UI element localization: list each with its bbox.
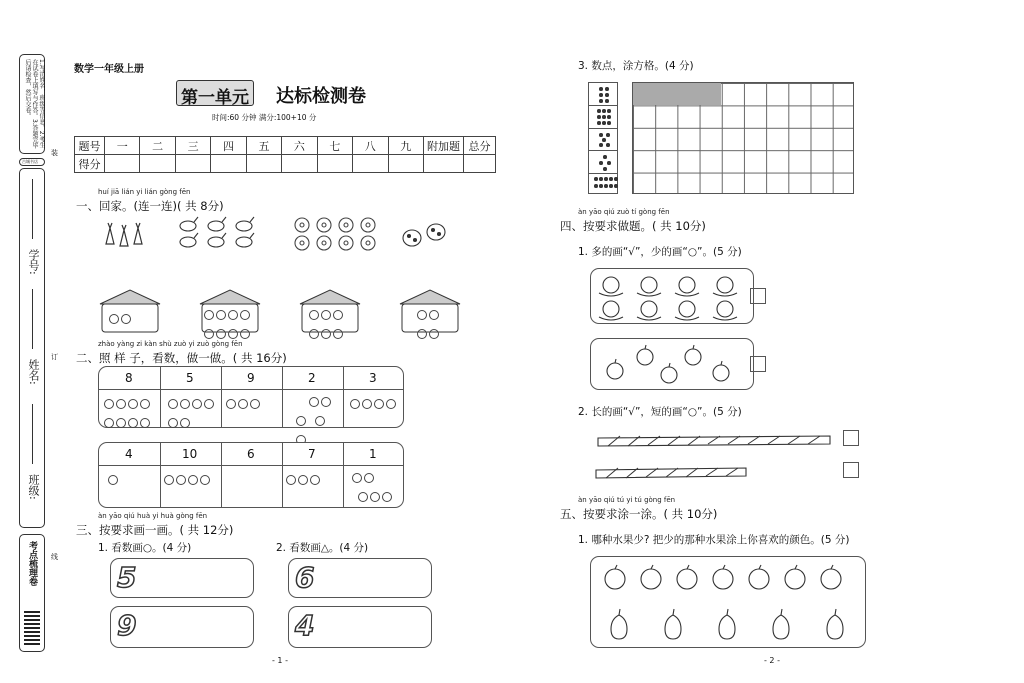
notice-box [19,54,45,154]
rabbit-icon [176,216,266,252]
dot-grid-area [588,82,856,196]
section4-q1: 1. 多的画“√”，少的画“○”。(5 分) [578,246,742,258]
circle-group[interactable] [349,395,405,414]
score-cell[interactable] [175,155,210,173]
score-header-cell: 三 [175,137,210,155]
student-no-label: 学号: [27,249,40,275]
answer-box-short-rope[interactable] [843,462,859,478]
score-cell[interactable] [388,155,424,173]
draw-box-6[interactable] [288,558,432,598]
score-row [75,155,496,173]
score-cell[interactable] [105,155,140,173]
draw-box-5[interactable] [110,558,254,598]
carrot-icon [102,220,148,250]
score-header-cell: 一 [105,137,140,155]
section4-pinyin: àn yāo qiú zuò tí gòng fēn [578,208,670,216]
section5-pinyin: àn yāo qiú tú yi tú gòng fēn [578,496,676,504]
score-cell[interactable] [424,155,464,173]
section1-animals [96,214,496,254]
name-label: 姓名: [27,359,40,385]
score-header-cell: 题号 [75,137,105,155]
answer-box-apple[interactable] [750,356,766,372]
answer-box-peach[interactable] [750,288,766,304]
class-field[interactable] [32,404,33,464]
score-row-label: 得分 [75,155,105,173]
barcode-icon [24,611,40,645]
info-box [19,168,45,528]
score-cell[interactable] [140,155,175,173]
time-info: 时间:60 分钟 满分:100+10 分 [212,113,317,122]
section2-row2 [98,442,404,508]
house-8[interactable] [298,288,362,334]
apple-box [590,338,754,390]
section2-pinyin: zhào yàng zi kàn shù zuò yi zuò gòng fēn [98,340,243,348]
publisher-box [19,158,45,166]
right-q3: 3. 数点，涂方格。(4 分) [578,60,694,72]
score-header-cell: 九 [388,137,424,155]
unit-title-box [176,80,254,106]
fruit-box[interactable] [590,556,866,648]
row2-number: 1 [369,447,377,461]
house-6[interactable] [198,288,262,334]
bottom-box [19,534,45,652]
score-cell[interactable] [211,155,246,173]
score-header-cell: 附加题 [424,137,464,155]
digit-4: 4 [295,609,315,642]
draw-box-4[interactable] [288,606,432,648]
class-label: 班级: [27,474,40,500]
long-rope-icon [594,430,834,450]
score-table [74,136,496,173]
short-rope-icon [592,462,752,482]
row1-number: 9 [247,371,255,385]
section2-row1 [98,366,404,428]
score-header-cell: 六 [282,137,317,155]
score-header-cell: 总分 [464,137,496,155]
score-cell[interactable] [353,155,388,173]
answer-box-long-rope[interactable] [843,430,859,446]
page2-number: - 2 - [764,656,780,665]
circle-group[interactable] [107,471,119,490]
row2-number: 4 [125,447,133,461]
row1-number: 8 [125,371,133,385]
page1-number: - 1 - [272,656,288,665]
score-header-cell: 二 [140,137,175,155]
section5-q1: 1. 哪种水果少? 把少的那种水果涂上你喜欢的颜色。(5 分) [578,534,850,546]
peach-icon [595,273,749,321]
circle-group[interactable] [225,395,281,414]
row2-number: 6 [247,447,255,461]
student-no-field[interactable] [32,179,33,239]
section3-title: 三、按要求画一画。( 共 12分) [76,523,234,537]
score-header-row [75,137,496,155]
section4-q2: 2. 长的画“√”，短的画“○”。(5 分) [578,406,742,418]
test-title: 达标检测卷 [276,86,366,107]
section4-title: 四、按要求做题。( 共 10分) [560,219,706,233]
row2-number: 7 [308,447,316,461]
circle-group[interactable] [351,469,395,507]
section1-title: 一、回家。(连一连)( 共 8分) [76,199,224,213]
digit-9: 9 [117,609,137,642]
bind-mark-2: 订 [51,353,58,361]
peach-box [590,268,754,324]
score-header-cell: 五 [246,137,281,155]
row1-number: 2 [308,371,316,385]
row2-number: 10 [182,447,198,461]
book-title: 数学一年级上册 [74,64,144,75]
bottom-box-label: 考点梳理卷 [27,541,37,586]
bind-mark-1: 装 [51,149,58,157]
score-header-cell: 七 [317,137,352,155]
draw-box-9[interactable] [110,606,254,648]
score-cell[interactable] [464,155,496,173]
fruit-icon [595,561,863,645]
apple-icon [595,343,749,387]
score-cell[interactable] [246,155,281,173]
house-2[interactable] [98,288,162,334]
circle-group[interactable] [285,471,341,490]
score-cell[interactable] [317,155,352,173]
house-4[interactable] [398,288,462,334]
section1-pinyin: huí jiā lián yi lián gòng fēn [98,188,191,196]
flower-icon [292,216,376,252]
digit-6: 6 [295,561,315,594]
score-header-cell: 八 [353,137,388,155]
coloring-grid[interactable] [632,82,854,194]
section3-q1: 1. 看数画○。(4 分) [98,542,192,554]
binding-strip [14,44,56,658]
dot-cards [588,82,618,194]
circle-group[interactable] [167,395,215,433]
circle-group[interactable] [163,471,219,490]
score-header-cell: 四 [211,137,246,155]
publisher-label: 古城书店 [22,159,38,164]
row1-number: 5 [186,371,194,385]
unit-label: 第一单元 [181,88,249,108]
circle-group[interactable] [103,395,159,433]
name-field[interactable] [32,289,33,349]
section3-pinyin: àn yāo qiú huà yi huà gòng fēn [98,512,208,520]
section2-title: 二、照 样 子，看数，做一做。( 共 16分) [76,351,287,365]
section3-q2: 2. 看数画△。(4 分) [276,542,369,554]
notice-text: 1.写清姓名，班级等信息。2.考生在试卷上填写与作答。3.答题完毕后请检查，然后交卷。 [24,59,45,149]
row1-number: 3 [369,371,377,385]
section5-title: 五、按要求涂一涂。( 共 10分) [560,507,718,521]
digit-5: 5 [117,561,137,594]
bind-mark-3: 线 [51,553,58,561]
ladybug-icon [400,220,450,250]
score-cell[interactable] [282,155,317,173]
section1-houses [96,288,496,338]
